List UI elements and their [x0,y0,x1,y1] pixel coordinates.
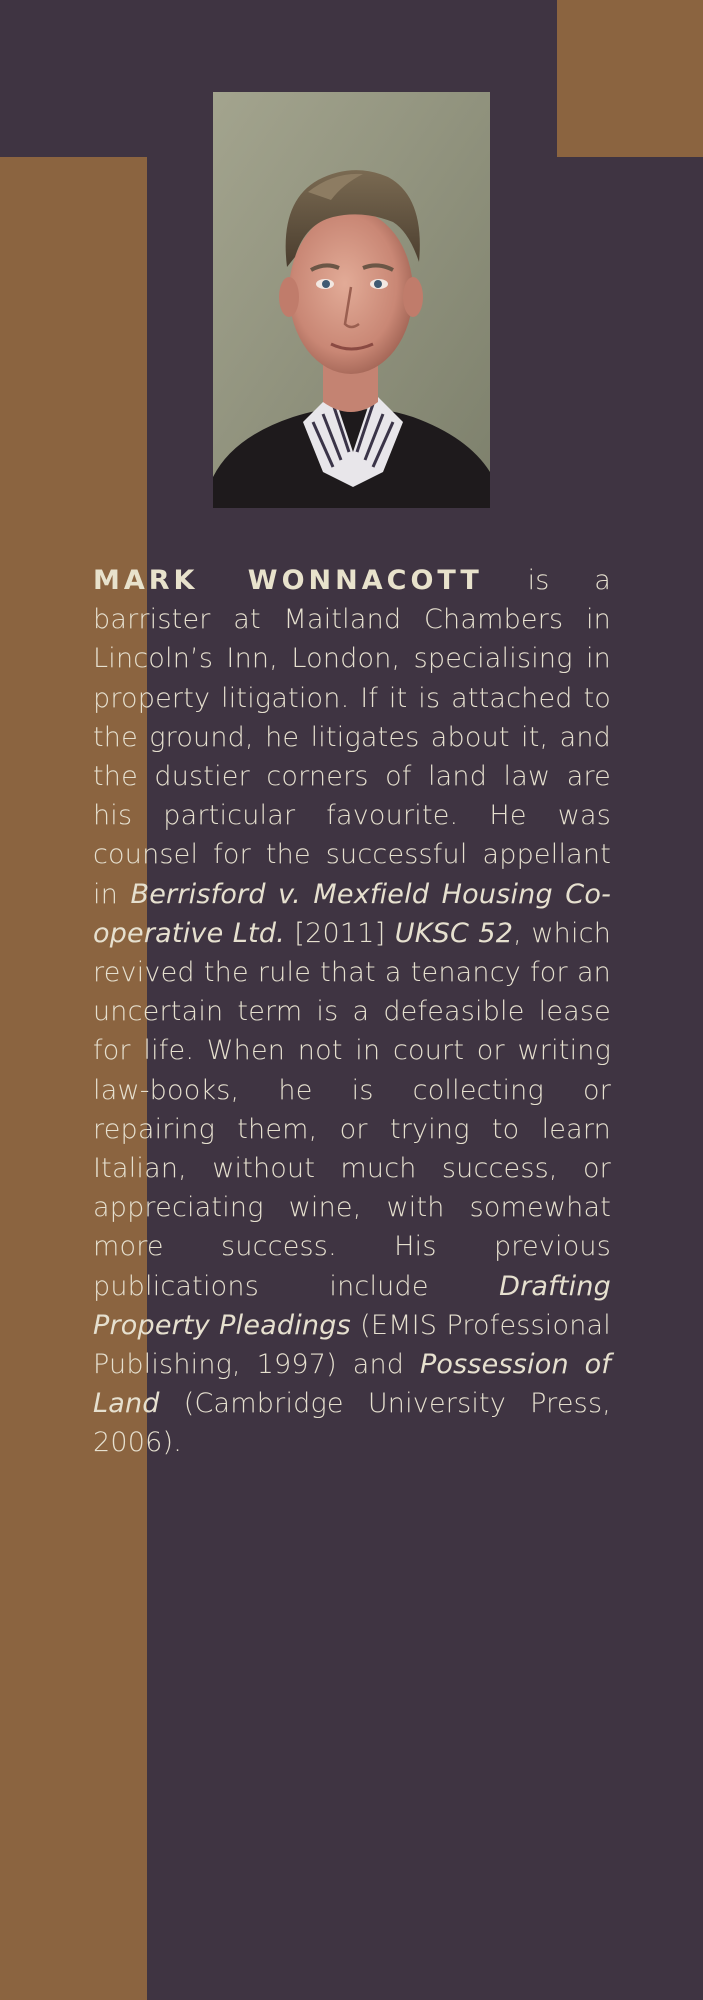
book-title-2: Possession of Land [93,1349,611,1420]
case-name: Berrisford v. Mexfield Housing Co-operative Ltd. [93,878,612,949]
case-citation: UKSC 52 [394,917,514,949]
bio-text-4: (EMIS Professional Publishing, 1997) and [93,1309,611,1381]
bio-text-2: [2011] [284,917,395,949]
author-photo-icon [213,92,490,508]
top-right-accent-block [557,0,703,157]
author-name: MARK WONNACOTT [93,565,483,596]
author-photo [213,92,490,508]
book-title-1: Drafting Property Pleadings [93,1270,611,1341]
bio-text-5: (Cambridge University Press, 2006). [93,1388,611,1459]
author-bio [93,561,611,1463]
bio-text-1: is a barrister at Maitland Chambers in Lincoln’s Inn, London, specialising in property litigation. If it is attached to the ground, he litigates about it, and the dustier corners of land law are his particular favourite. He was counsel for the successful appellant in [93,565,611,910]
bio-text-3: , which revived the rule that a tenancy for an uncertain term is a defeasible lease for life. When not in court or writing law-books, he is collecting or repairing them, or trying to learn Italian, without much success, or appreciating wine, with somewhat more success. His previous publications include [93,917,612,1302]
